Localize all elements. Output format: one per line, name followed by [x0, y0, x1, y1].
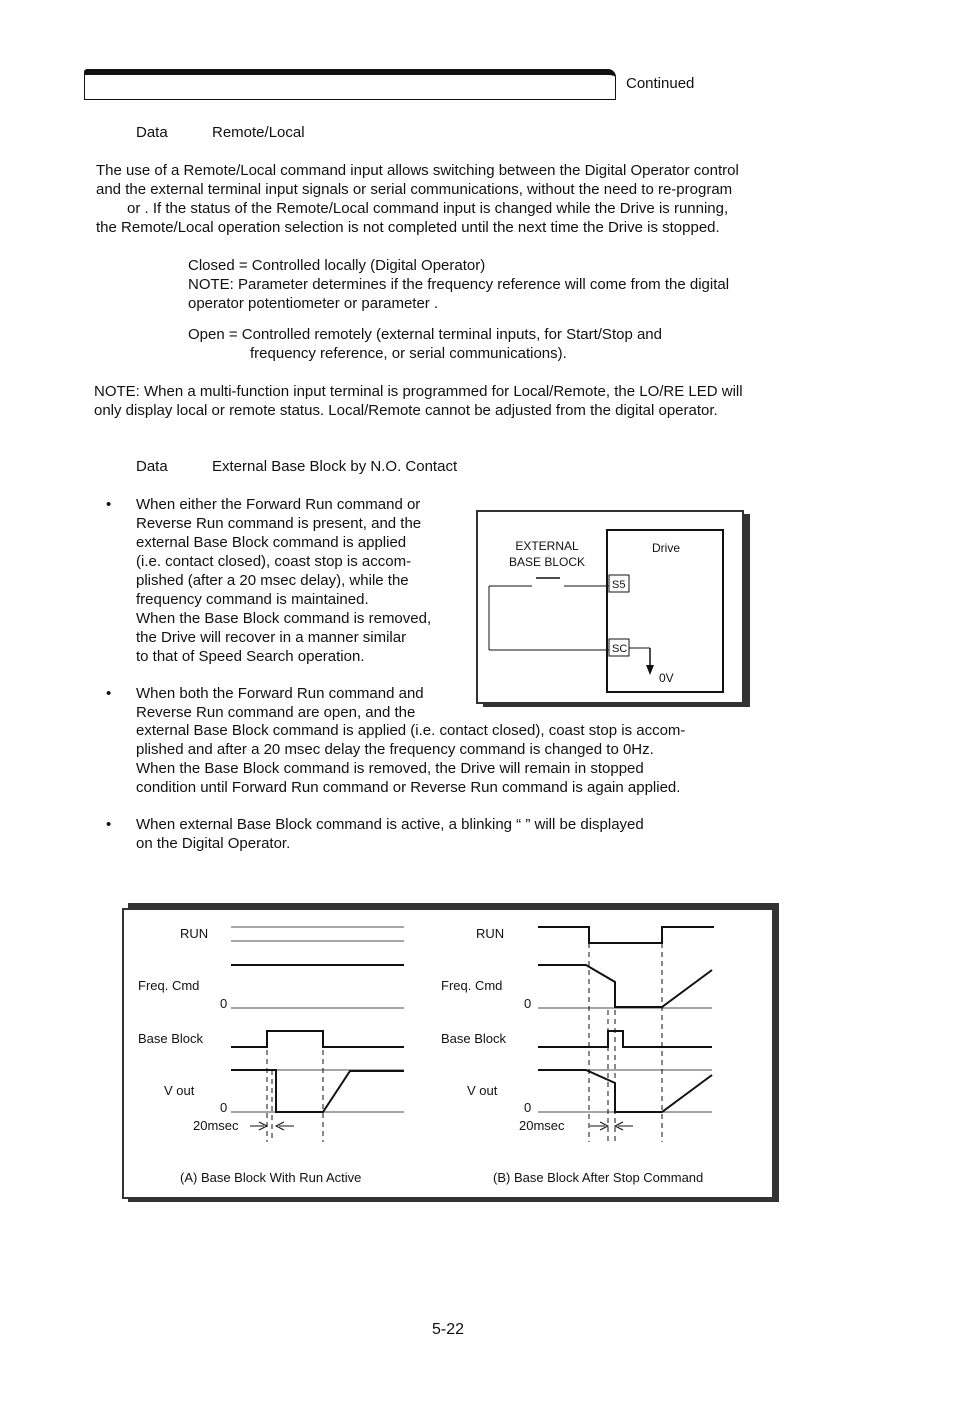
ext-label-1: EXTERNAL — [515, 539, 579, 553]
bullet3-line: When external Base Block command is active, a blinking “ ” will be displayed — [136, 816, 644, 833]
base-block-trace — [231, 1031, 404, 1047]
panel-b — [441, 926, 714, 1185]
a-delay-label: 20msec — [193, 1118, 239, 1133]
timing-svg — [124, 910, 772, 1197]
a-zero-label: 0 — [220, 996, 228, 1011]
b-freq-label: Freq. Cmd — [441, 978, 503, 993]
run-trace — [538, 927, 714, 943]
data-title-base-block: External Base Block by N.O. Contact — [212, 458, 458, 475]
bullet1-line: plished (after a 20 msec delay), while the — [136, 572, 409, 589]
bullet1-line: When the Base Block command is removed, — [136, 610, 432, 627]
para-line: the Remote/Local operation selection is not completed until the next time the Drive is stopped. — [96, 219, 720, 236]
note2-line: only display local or remote status. Local/Remote cannot be adjusted from the digital operator. — [94, 402, 718, 419]
data-title-remote-local: Remote/Local — [212, 124, 305, 141]
drive-label: Drive — [651, 541, 681, 555]
bullet1-line: frequency command is maintained. — [136, 591, 369, 608]
bullet1-line: Reverse Run command is present, and the — [136, 515, 422, 532]
page-number: 5-22 — [432, 1321, 465, 1338]
bullet-icon: • — [106, 816, 112, 833]
open-line: Open = Controlled remotely (external terminal inputs, for Start/Stop and — [188, 326, 662, 343]
bullet1-line: to that of Speed Search operation. — [136, 648, 365, 665]
b-delay-label: 20msec — [519, 1118, 565, 1133]
para-line: or . If the status of the Remote/Local command input is changed while the Drive is running, — [127, 200, 729, 217]
note2-line: NOTE: When a multi-function input terminal is programmed for Local/Remote, the LO/RE LED will — [94, 383, 743, 400]
bullet1-line: (i.e. contact closed), coast stop is accom- — [136, 553, 412, 570]
bullet2-line: When both the Forward Run command and — [136, 685, 424, 702]
bullet-icon: • — [106, 685, 112, 702]
sc-label: SC — [612, 643, 628, 655]
freq-cmd-trace — [538, 965, 712, 1007]
bullet2-line: When the Base Block command is removed, the Drive will remain in stopped — [136, 760, 644, 777]
note-line: NOTE: Parameter determines if the frequency reference will come from the digital — [188, 276, 730, 293]
ext-label-2: BASE BLOCK — [508, 555, 586, 569]
closed-line: Closed = Controlled locally (Digital Operator) — [188, 257, 486, 274]
panel-a — [138, 926, 404, 1185]
data-label-1: Data — [136, 124, 168, 141]
a-bb-label: Base Block — [138, 1031, 204, 1046]
ground-arrow-icon — [646, 665, 654, 675]
a-vout-label: V out — [164, 1083, 195, 1098]
b-zero-label: 0 — [524, 996, 532, 1011]
bullet2-line: Reverse Run command are open, and the — [136, 704, 416, 721]
bullet2-line: condition until Forward Run command or Reverse Run command is again applied. — [136, 779, 681, 796]
open-line: frequency reference, or serial communications). — [250, 345, 567, 362]
bullet1-line: When either the Forward Run command or — [136, 496, 421, 513]
wiring-diagram — [476, 510, 744, 704]
bullet-icon: • — [106, 496, 112, 513]
para-line: and the external terminal input signals or serial communications, without the need to re-program — [96, 181, 733, 198]
0v-label: 0V — [659, 671, 674, 685]
vout-trace — [231, 1070, 404, 1112]
wiring-svg — [478, 512, 742, 702]
s5-label: S5 — [612, 579, 626, 591]
b-caption: (B) Base Block After Stop Command — [493, 1170, 704, 1185]
continued-label: Continued — [626, 75, 695, 92]
b-zero2-label: 0 — [524, 1100, 532, 1115]
bullet2-line: external Base Block command is applied (i.e. contact closed), coast stop is accom- — [136, 722, 686, 739]
note-line: operator potentiometer or parameter . — [188, 295, 439, 312]
bullet1-line: external Base Block command is applied — [136, 534, 407, 551]
b-vout-label: V out — [467, 1083, 498, 1098]
para-line: The use of a Remote/Local command input allows switching between the Digital Operator control — [96, 162, 739, 179]
a-run-label: RUN — [180, 926, 209, 941]
vout-trace — [538, 1070, 712, 1112]
base-block-trace — [538, 1031, 712, 1047]
section-header-bar — [84, 69, 616, 100]
bullet3-line: on the Digital Operator. — [136, 835, 291, 852]
bullet2-line: plished and after a 20 msec delay the frequency command is changed to 0Hz. — [136, 741, 654, 758]
a-freq-label: Freq. Cmd — [138, 978, 200, 993]
data-label-2: Data — [136, 458, 168, 475]
a-caption: (A) Base Block With Run Active — [180, 1170, 362, 1185]
a-zero2-label: 0 — [220, 1100, 228, 1115]
timing-diagram — [122, 908, 774, 1199]
bullet1-line: the Drive will recover in a manner similar — [136, 629, 407, 646]
b-bb-label: Base Block — [441, 1031, 507, 1046]
b-run-label: RUN — [476, 926, 505, 941]
